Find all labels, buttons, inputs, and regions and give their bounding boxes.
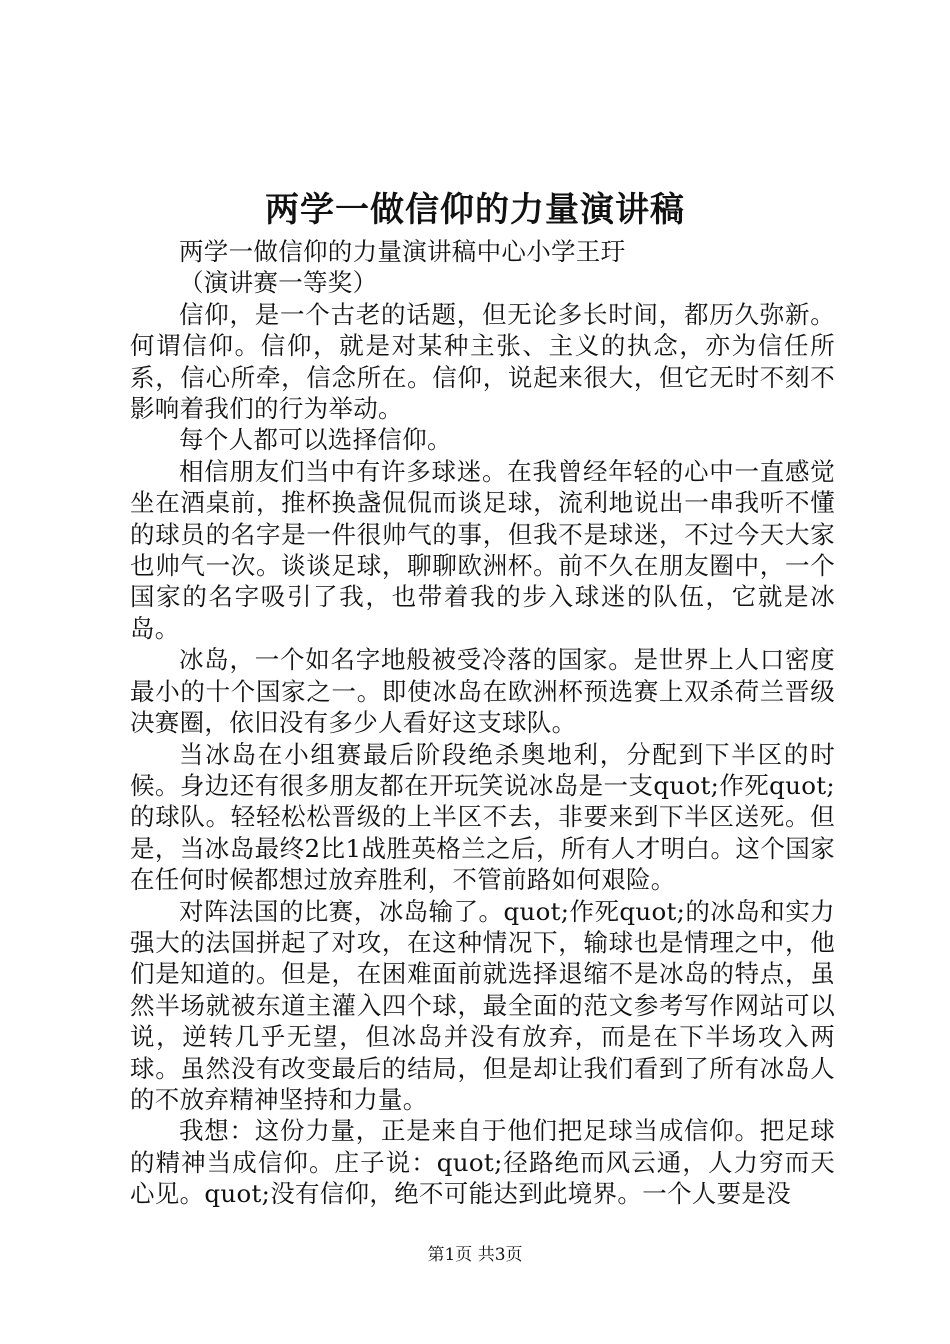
paragraph: 信仰，是一个古老的话题，但无论多长时间，都历久弥新。何谓信仰。信仰，就是对某种主张、主义的执念，亦为信任所系，信心所牵，信念所在。信仰，说起来很大，但它无时不刻不影响着我们的行为举动。 [130,299,835,424]
paragraph-award: （演讲赛一等奖） [179,268,378,298]
paragraph: 相信朋友们当中有许多球迷。在我曾经年轻的心中一直感觉坐在酒桌前，推杯换盏侃侃而谈足球，流利地说出一串我听不懂的球员的名字是一件很帅气的事，但我不是球迷，不过今天大家也帅气一次。谈谈足球，聊聊欧洲杯。前不久在朋友圈中，一个国家的名字吸引了我，也带着我的步入球迷的队伍，它就是冰岛。 [130,456,835,643]
document-body [130,236,835,1210]
paragraph: 当冰岛在小组赛最后阶段绝杀奥地利，分配到下半区的时候。身边还有很多朋友都在开玩笑说冰岛是一支quot;作死quot;的球队。轻轻松松晋级的上半区不去，非要来到下半区送死。但是，当冰岛最终2比1战胜英格兰之后，所有人才明白。这个国家在任何时候都想过放弃胜利，不管前路如何艰险。 [130,739,835,895]
page-number-footer: 第1页 共3页 [427,1245,523,1265]
paragraph: 冰岛，一个如名字地般被受冷落的国家。是世界上人口密度最小的十个国家之一。即使冰岛在欧洲杯预选赛上双杀荷兰晋级决赛圈，依旧没有多少人看好这支球队。 [130,645,835,738]
paragraph-subtitle: 两学一做信仰的力量演讲稿中心小学王玗 [179,237,626,266]
paragraph: 我想：这份力量，正是来自于他们把足球当成信仰。把足球的精神当成信仰。庄子说：quot;径路绝而风云通，人力穷而天心见。quot;没有信仰，绝不可能达到此境界。一个人要是没 [130,1116,835,1209]
paragraph: 每个人都可以选择信仰。 [179,425,452,455]
document-title: 两学一做信仰的力量演讲稿 [265,190,685,230]
paragraph: 对阵法国的比赛，冰岛输了。quot;作死quot;的冰岛和实力强大的法国拼起了对攻，在这种情况下，输球也是情理之中，他们是知道的。但是，在困难面前就选择退缩不是冰岛的特点，虽然半场就被东道主灌入四个球，最全面的范文参考写作网站可以说，逆转几乎无望，但冰岛并没有放弃，而是在下半场攻入两球。虽然没有改变最后的结局，但是却让我们看到了所有冰岛人的不放弃精神坚持和力量。 [130,896,835,1114]
